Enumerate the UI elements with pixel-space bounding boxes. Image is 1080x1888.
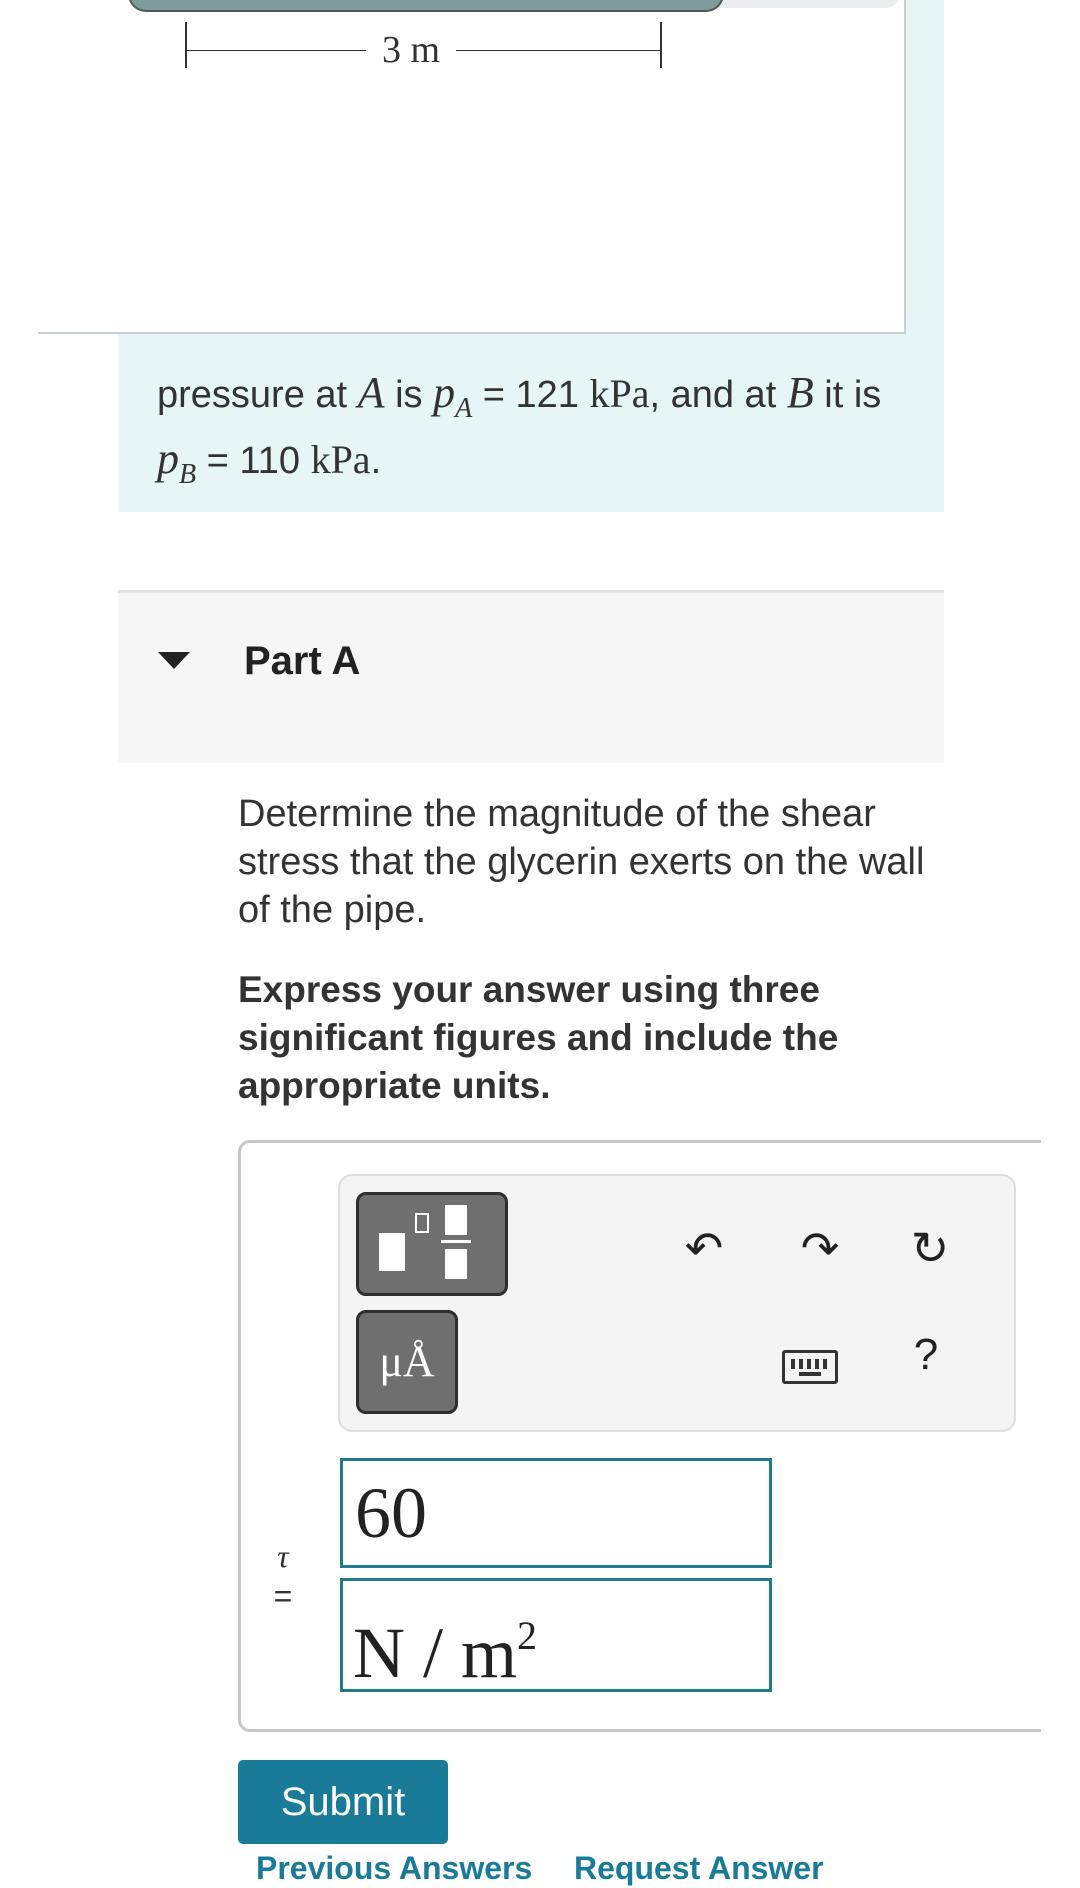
templates-button[interactable] xyxy=(356,1192,508,1296)
point-b-symbol: B xyxy=(786,368,814,417)
help-button[interactable]: ? xyxy=(913,1330,939,1379)
dimension-tick-right xyxy=(660,22,662,68)
answer-value-input[interactable]: 60 xyxy=(340,1458,772,1568)
pressure-b-value: = 110 xyxy=(196,440,311,482)
pipe-highlight xyxy=(700,0,900,8)
pressure-unit: kPa xyxy=(589,371,650,416)
answer-units-input[interactable] xyxy=(340,1578,772,1692)
pressure-symbol: p xyxy=(433,368,456,417)
units-button[interactable]: μÅ xyxy=(356,1310,458,1414)
pressure-symbol: p xyxy=(157,434,179,483)
problem-text-part: . xyxy=(370,440,382,482)
point-a-symbol: A xyxy=(357,368,385,417)
previous-answers-link[interactable]: Previous Answers xyxy=(256,1850,533,1886)
fraction-bar-icon xyxy=(441,1240,471,1243)
pressure-unit: kPa xyxy=(310,437,371,482)
problem-text-part: pressure at xyxy=(157,374,358,416)
pressure-subscript-b: B xyxy=(179,459,197,490)
fraction-icon xyxy=(445,1205,467,1235)
caret-down-icon[interactable] xyxy=(158,652,190,669)
problem-text-part: , and at xyxy=(649,374,787,416)
part-a-header[interactable] xyxy=(118,590,944,763)
part-title: Part A xyxy=(244,639,361,683)
answer-variable-label xyxy=(270,1536,296,1616)
pressure-subscript-a: A xyxy=(455,393,473,424)
problem-text-part: is xyxy=(384,374,434,416)
reset-icon[interactable]: ↻ xyxy=(910,1222,950,1274)
question-text: Determine the magnitude of the shear stress that the glycerin exerts on the wall of the pipe. xyxy=(238,793,925,931)
pressure-a-value: = 121 xyxy=(472,374,590,416)
keyboard-icon[interactable] xyxy=(782,1350,838,1384)
answer-instructions: Express your answer using three significant figures and include the appropriate units. xyxy=(238,969,839,1106)
problem-text-part: it is xyxy=(813,374,882,416)
keyboard-spacebar xyxy=(799,1372,821,1376)
fraction-denominator-icon xyxy=(445,1249,467,1279)
keyboard-keys xyxy=(791,1359,829,1369)
equals-sign: = xyxy=(273,1578,293,1614)
tau-symbol: τ xyxy=(277,1538,289,1574)
problem-text xyxy=(157,368,917,500)
template-box-icon xyxy=(379,1233,405,1271)
dimension-label: 3 m xyxy=(366,28,456,72)
pipe-drawing xyxy=(128,0,724,12)
request-answer-link[interactable]: Request Answer xyxy=(574,1850,824,1886)
dimension-tick-left xyxy=(185,22,187,68)
units-exponent: 2 xyxy=(517,1613,538,1658)
submit-button[interactable]: Submit xyxy=(238,1760,448,1844)
template-superscript-icon xyxy=(415,1213,429,1233)
undo-icon[interactable]: ↶ xyxy=(684,1222,724,1274)
redo-icon[interactable]: ↷ xyxy=(800,1222,840,1274)
units-text: N / m xyxy=(353,1613,518,1693)
